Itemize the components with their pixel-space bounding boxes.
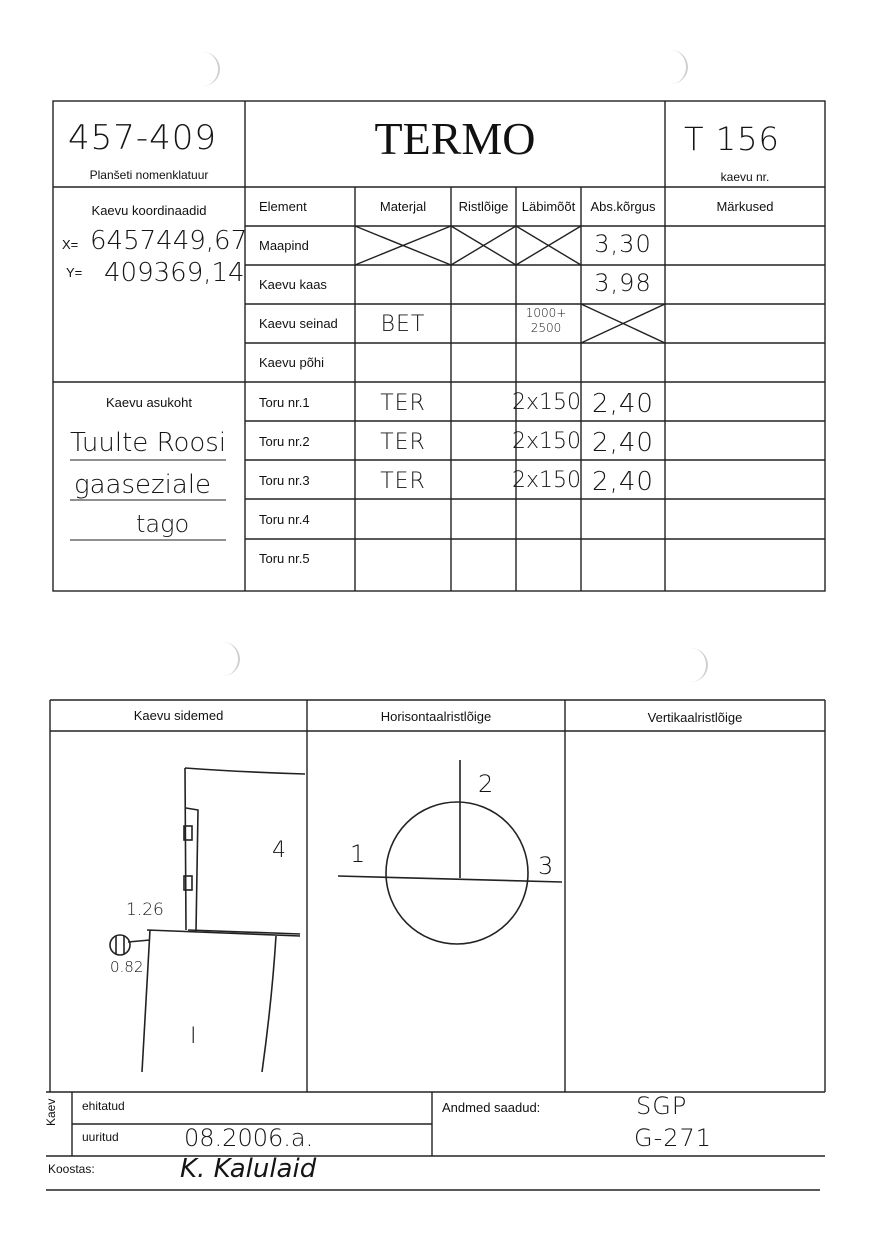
row-element: Kaevu kaas — [259, 277, 327, 292]
author-label: Koostas: — [48, 1162, 95, 1176]
abs-height-value: 3,98 — [594, 269, 652, 297]
column-header: Abs.kõrgus — [590, 199, 656, 214]
nomenclature-label: Planšeti nomenklatuur — [89, 168, 209, 182]
horizontal-header: Horisontaalristlõige — [380, 709, 492, 724]
column-header: Ristlõige — [458, 199, 509, 214]
pipe-label: 1 — [350, 840, 367, 868]
coords-label: Kaevu koordinaadid — [91, 203, 207, 218]
diameter-value: 2x150 — [512, 429, 582, 454]
measured-label: uuritud — [82, 1130, 119, 1144]
location-line: tago — [136, 510, 190, 538]
diameter-value: 2x150 — [512, 390, 582, 415]
kaev-label: Kaev — [44, 1098, 58, 1126]
row-element: Maapind — [259, 238, 309, 253]
distance-label: 0.82 — [110, 958, 144, 976]
built-label: ehitatud — [82, 1099, 125, 1113]
card-title: TERMO — [374, 113, 536, 164]
material-value: TER — [380, 430, 426, 455]
pipe-label: 2 — [478, 770, 495, 798]
abs-height-value: 2,40 — [592, 389, 654, 419]
column-header: Materjal — [379, 199, 427, 214]
row-element: Toru nr.2 — [259, 434, 310, 449]
building-label: 4 — [272, 838, 287, 863]
building-label: I — [190, 1024, 198, 1049]
diameter-value: 1000+ 2500 — [525, 306, 567, 335]
location-sketch — [110, 760, 562, 1072]
sidemed-header: Kaevu sidemed — [133, 708, 224, 723]
diameter-value: 2x150 — [512, 468, 582, 493]
material-value: TER — [380, 469, 426, 494]
pipe-label: 3 — [538, 852, 555, 880]
abs-height-value: 2,40 — [592, 467, 654, 497]
data-source-value: SGP — [636, 1092, 688, 1120]
abs-height-value: 2,40 — [592, 428, 654, 458]
y-value: 409369,14 — [104, 258, 245, 288]
author-signature: K. Kalulaid — [180, 1154, 317, 1184]
row-element: Toru nr.1 — [259, 395, 310, 410]
x-label: X= — [62, 237, 79, 252]
row-element: Kaevu põhi — [259, 355, 325, 370]
measured-value: 08.2006.a. — [184, 1124, 314, 1152]
column-header: Märkused — [716, 199, 774, 214]
column-header: Element — [259, 199, 307, 214]
row-element: Toru nr.5 — [259, 551, 310, 566]
material-value: TER — [380, 391, 426, 416]
distance-label: 1.26 — [126, 900, 164, 920]
data-source-label: Andmed saadud: — [442, 1100, 541, 1115]
nomenclature-value: 457-409 — [68, 118, 218, 158]
data-source-value: G-271 — [634, 1124, 713, 1152]
row-element: Kaevu seinad — [259, 316, 338, 331]
vertical-header: Vertikaalristlõige — [647, 710, 743, 725]
location-line: gaaseziale — [74, 470, 212, 500]
abs-height-value: 3,30 — [594, 230, 652, 258]
row-element: Toru nr.3 — [259, 473, 310, 488]
row-element: Toru nr.4 — [259, 512, 310, 527]
location-label: Kaevu asukoht — [105, 395, 192, 410]
x-value: 6457449,67 — [90, 226, 248, 256]
y-label: Y= — [66, 265, 83, 280]
column-header: Läbimõõt — [521, 199, 576, 214]
well-number-label: kaevu nr. — [720, 170, 770, 184]
material-value: BET — [380, 312, 426, 337]
well-number-value: T 156 — [684, 120, 780, 158]
location-line: Tuulte Roosi — [70, 428, 227, 458]
